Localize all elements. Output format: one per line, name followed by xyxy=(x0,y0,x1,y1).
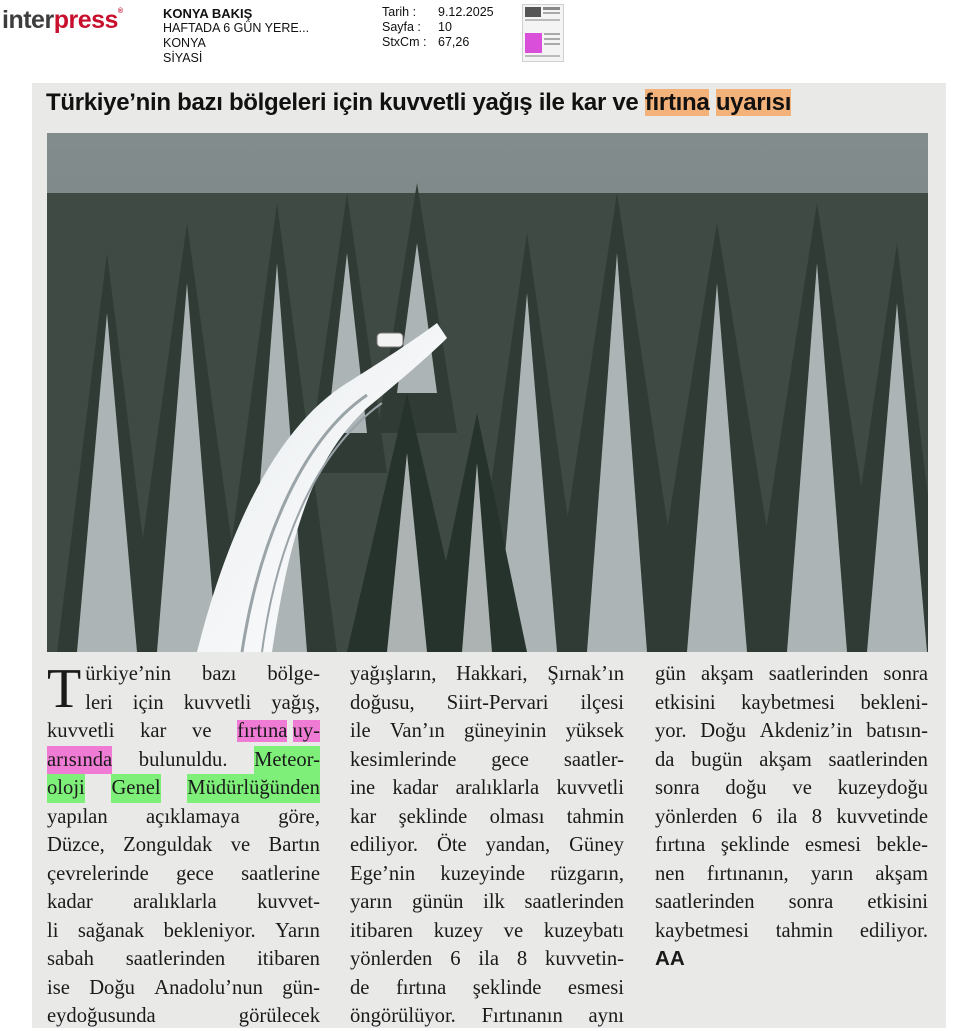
text-line: Düzce, Zonguldak ve Bartın xyxy=(47,834,320,856)
size-label: StxCm : xyxy=(382,35,427,49)
article-headline xyxy=(46,89,791,117)
clipping-meta xyxy=(382,5,494,50)
page-thumbnail[interactable] xyxy=(522,4,564,62)
headline-highlight-firtina: fırtına xyxy=(644,89,710,116)
text-line: eydoğusunda görülecek xyxy=(47,1005,320,1027)
text-line: yarın günün ilk saatlerinden xyxy=(350,891,624,913)
article-column-3 xyxy=(655,660,928,974)
text-line: arısında bulunuldu. Meteor- xyxy=(47,746,320,775)
agency-signature: AA xyxy=(655,947,685,970)
text-line: itibaren kuzey ve kuzeybatı xyxy=(350,919,624,942)
publication-name: KONYA BAKIŞ xyxy=(163,6,253,21)
size-value: 67,26 xyxy=(438,35,470,49)
text-line: fırtına şeklinde esmesi bekle- xyxy=(655,834,928,856)
highlight-meteoroloji-b: oloji xyxy=(47,774,85,803)
highlight-mudurlugunden: Müdürlüğünden xyxy=(187,774,320,803)
highlight-genel: Genel xyxy=(111,774,160,803)
text-line xyxy=(655,945,928,974)
text-line: li sağanak bekleniyor. Yarın xyxy=(47,919,320,942)
highlight-meteoroloji-a: Meteor- xyxy=(254,746,320,775)
publication-city: KONYA xyxy=(163,36,206,50)
text-line: ile Van’ın güneyinin yüksek xyxy=(350,720,624,742)
article-column-2 xyxy=(350,660,624,1031)
date-value: 9.12.2025 xyxy=(438,5,494,19)
text-line: çevrelerinde gece saatlerine xyxy=(47,862,320,885)
text-line: ine kadar aralıklarla kuvvetli xyxy=(350,777,624,799)
article-column-1 xyxy=(47,660,320,1031)
interpress-logo xyxy=(2,6,123,35)
text-line: yağışların, Hakkari, Şırnak’ın xyxy=(350,663,624,685)
headline-text: Türkiye’nin bazı bölgeleri için kuvvetli yağış ile kar ve xyxy=(46,89,639,116)
text-line: yönlerden 6 ila 8 kuvvetinde xyxy=(655,805,928,828)
text-line: ediliyor. Öte yandan, Güney xyxy=(350,834,624,856)
text-line: sonra doğu ve kuzeydoğu xyxy=(655,777,928,799)
text-line: ürkiye’nin bazı bölge- xyxy=(85,663,320,685)
text-line: de fırtına şeklinde esmesi xyxy=(350,976,624,999)
text-line: ise Doğu Anadolu’nun gün- xyxy=(47,976,320,999)
text-line: doğusu, Siirt-Pervari ilçesi xyxy=(350,691,624,714)
publication-info xyxy=(163,6,309,66)
highlight-uyarisinda-a: uy- xyxy=(292,720,320,742)
drop-cap: T xyxy=(47,658,82,720)
text-line: kar şeklinde olması tahmin xyxy=(350,805,624,828)
text-line: yapılan açıklamaya göre, xyxy=(47,805,320,828)
text-line: saatlerinden sonra etkisini xyxy=(655,891,928,913)
registered-mark: ® xyxy=(117,8,123,15)
text-line: sabah saatlerinden itibaren xyxy=(47,948,320,970)
page-label: Sayfa : xyxy=(382,20,421,34)
text-line: gün akşam saatlerinden sonra xyxy=(655,663,928,685)
text-line: yönlerden 6 ila 8 kuvvetin- xyxy=(350,948,624,970)
text-line: leri için kuvvetli yağış, xyxy=(85,691,320,714)
text-line: da bugün akşam saatlerinden xyxy=(655,748,928,771)
text-line: yor. Doğu Akdeniz’in batısın- xyxy=(655,720,928,742)
publication-category: SİYASİ xyxy=(163,51,203,65)
text-line: nen fırtınanın, yarın akşam xyxy=(655,862,928,885)
date-label: Tarih : xyxy=(382,5,417,19)
publication-frequency: HAFTADA 6 GÜN YERE... xyxy=(163,21,310,35)
logo-text-inter: inter xyxy=(2,6,54,34)
highlight-uyarisinda-b: arısında xyxy=(47,746,112,775)
text-line: kuvvetli kar ve fırtına uy- xyxy=(47,720,320,742)
text-line: kesimlerinde gece saatler- xyxy=(350,748,624,771)
text-line: kadar aralıklarla kuvvet- xyxy=(47,891,320,913)
page-value: 10 xyxy=(438,20,452,34)
highlight-firtina: fırtına xyxy=(237,720,288,742)
logo-text-press: press xyxy=(53,6,118,34)
text-line: Ege’nin kuzeyinde rüzgarın, xyxy=(350,862,624,885)
text-line: etkisini kaybetmesi bekleni- xyxy=(655,691,928,714)
text-line xyxy=(47,774,320,803)
text-line: kaybetmesi tahmin ediliyor. xyxy=(655,919,928,942)
headline-highlight-uyarisi: uyarısı xyxy=(715,89,792,116)
snowy-forest-road-photo xyxy=(47,133,928,652)
text-line: öngörülüyor. Fırtınanın aynı xyxy=(350,1005,624,1027)
